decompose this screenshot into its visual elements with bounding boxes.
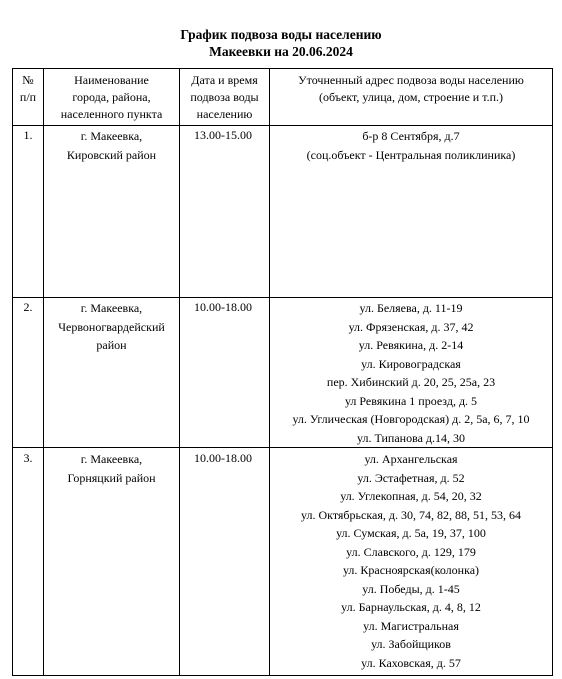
address-line: ул. Славского, д. 129, 179 xyxy=(346,544,476,559)
row-number: 2. xyxy=(13,298,44,448)
address-line: ул. Углическая (Новгородская) д. 2, 5а, 6, 7, 10 xyxy=(292,412,530,426)
header-row xyxy=(13,69,553,126)
header-num: № п/п xyxy=(13,69,44,126)
delivery-time: 10.00-18.00 xyxy=(180,448,270,676)
table-row xyxy=(13,448,553,676)
city-district-cell xyxy=(44,126,180,298)
address-line: ул. Фрязенская, д. 37, 42 xyxy=(348,319,474,334)
city-line: Кировский район xyxy=(66,147,157,162)
address-line: (соц.объект - Центральная поликлиника) xyxy=(306,147,516,162)
title-line-1: График подвоза воды населению xyxy=(180,27,382,42)
address-cell xyxy=(270,126,553,298)
address-line: ул. Забойщиков xyxy=(371,637,451,651)
address-cell xyxy=(270,298,553,448)
address-line: ул. Эстафетная, д. 52 xyxy=(357,470,465,485)
header-time: Дата и время подвоза воды населению xyxy=(180,69,270,126)
row-number: 3. xyxy=(13,448,44,676)
header-address: Уточненный адрес подвоза воды населению (объект, улица, дом, строение и т.п.) xyxy=(270,69,553,126)
city-line: Горняцкий район xyxy=(67,470,156,485)
city-line: Червоногвардейский xyxy=(58,319,165,334)
water-schedule-table xyxy=(12,68,553,676)
delivery-time: 13.00-15.00 xyxy=(180,126,270,298)
address-cell xyxy=(270,448,553,676)
address-line: ул. Октябрьская, д. 30, 74, 82, 88, 51, 53, 64 xyxy=(301,507,521,522)
address-line: пер. Хибинский д. 20, 25, 25а, 23 xyxy=(326,375,496,389)
address-line: ул. Углекопная, д. 54, 20, 32 xyxy=(340,489,482,503)
address-line: ул. Магистральная xyxy=(363,618,459,633)
table-row xyxy=(13,298,553,448)
delivery-time: 10.00-18.00 xyxy=(180,298,270,448)
address-line: ул. Ревякина, д. 2-14 xyxy=(358,338,464,352)
table-row xyxy=(13,126,553,298)
address-line: ул. Типанова д.14, 30 xyxy=(356,430,466,445)
city-district-cell xyxy=(44,298,180,448)
address-line: ул. Победы, д. 1-45 xyxy=(362,581,460,596)
city-line: г. Макеевка, xyxy=(80,129,143,143)
address-line: ул. Архангельская xyxy=(364,452,458,466)
address-line: ул. Сумская, д. 5а, 19, 37, 100 xyxy=(336,526,486,540)
city-line: район xyxy=(96,338,127,352)
row-number: 1. xyxy=(13,126,44,298)
title-line-2: Макеевки на 20.06.2024 xyxy=(209,44,353,59)
address-line: ул Ревякина 1 проезд, д. 5 xyxy=(344,393,478,408)
address-line: б-р 8 Сентября, д.7 xyxy=(362,129,460,143)
address-line: ул. Каховская, д. 57 xyxy=(361,655,461,670)
address-line: ул. Барнаульская, д. 4, 8, 12 xyxy=(341,600,481,614)
address-line: ул. Беляева, д. 11-19 xyxy=(359,301,463,315)
header-name: Наименование города, района, населенного пункта xyxy=(44,69,180,126)
document-title xyxy=(0,26,562,60)
city-district-cell xyxy=(44,448,180,676)
city-line: г. Макеевка, xyxy=(80,452,143,466)
city-line: г. Макеевка, xyxy=(80,301,143,315)
address-line: ул. Кировоградская xyxy=(361,356,461,371)
address-line: ул. Красноярская(колонка) xyxy=(342,563,480,577)
